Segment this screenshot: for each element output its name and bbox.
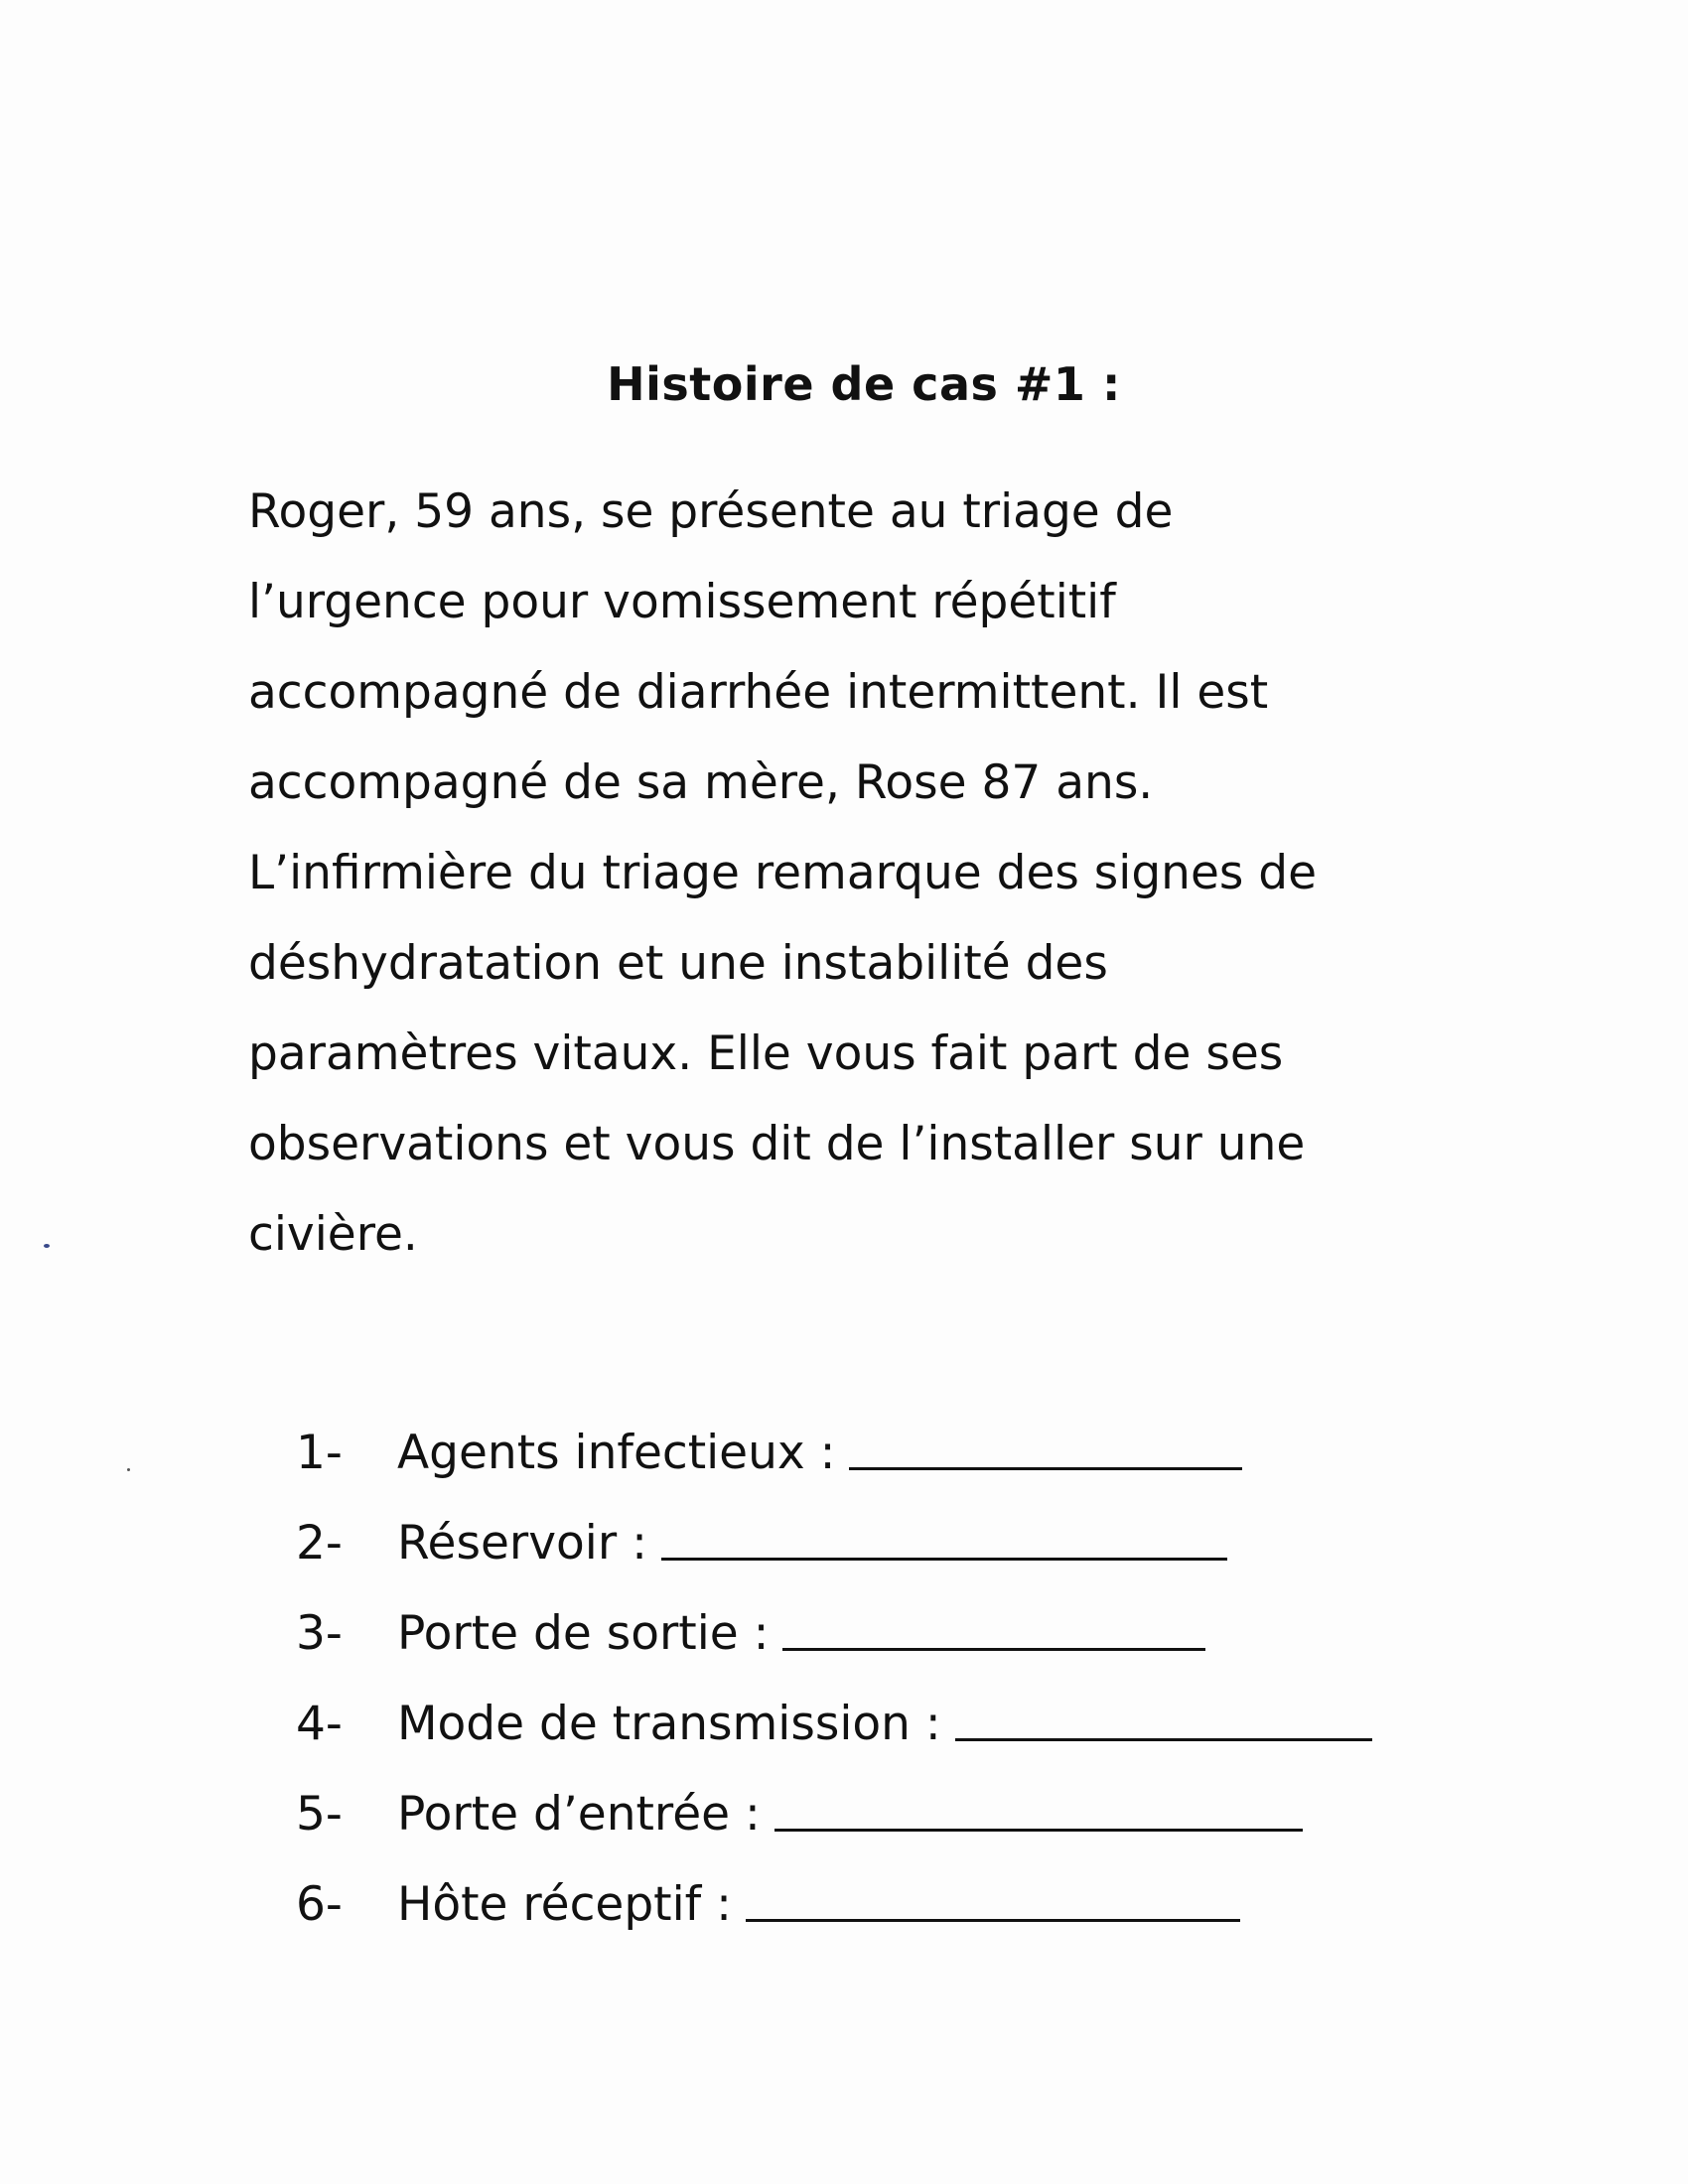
question-number: 2- (296, 1516, 343, 1570)
story-line: L’infirmière du triage remarque des signes de (248, 846, 1318, 900)
question-number: 4- (296, 1697, 343, 1751)
question-item (296, 1679, 1587, 1769)
question-item (296, 1408, 1587, 1498)
story-line: civière. (248, 1207, 418, 1262)
story-line: paramètres vitaux. Elle vous fait part de ses (248, 1026, 1284, 1081)
story-line: déshydratation et une instabilité des (248, 936, 1108, 991)
question-label: Agents infectieux : (397, 1426, 836, 1480)
answer-blank[interactable] (782, 1622, 1205, 1651)
question-number: 6- (296, 1877, 343, 1932)
question-item (296, 1769, 1587, 1859)
story-line: Roger, 59 ans, se présente au triage de (248, 484, 1174, 539)
story-line: accompagné de sa mère, Rose 87 ans. (248, 755, 1154, 810)
scan-speck (44, 1244, 50, 1248)
question-label: Hôte réceptif : (397, 1877, 732, 1932)
story-line: accompagné de diarrhée intermittent. Il est (248, 665, 1269, 720)
answer-blank[interactable] (774, 1803, 1303, 1832)
question-number: 1- (296, 1426, 343, 1480)
question-item (296, 1588, 1587, 1679)
case-story (248, 467, 1559, 1280)
question-label: Porte de sortie : (397, 1606, 770, 1661)
page-title: Histoire de cas #1 : (607, 357, 1121, 411)
question-label: Réservoir : (397, 1516, 647, 1570)
question-number: 3- (296, 1606, 343, 1661)
answer-blank[interactable] (849, 1441, 1242, 1470)
answer-blank[interactable] (661, 1532, 1227, 1561)
question-item (296, 1498, 1587, 1588)
question-label: Porte d’entrée : (397, 1787, 761, 1842)
question-label: Mode de transmission : (397, 1697, 941, 1751)
question-list (296, 1408, 1587, 1950)
question-item (296, 1859, 1587, 1950)
scan-speck (127, 1468, 130, 1471)
answer-blank[interactable] (746, 1893, 1240, 1922)
question-number: 5- (296, 1787, 343, 1842)
story-line: l’urgence pour vomissement répétitif (248, 575, 1116, 629)
answer-blank[interactable] (955, 1712, 1372, 1741)
story-line: observations et vous dit de l’installer sur une (248, 1117, 1306, 1171)
